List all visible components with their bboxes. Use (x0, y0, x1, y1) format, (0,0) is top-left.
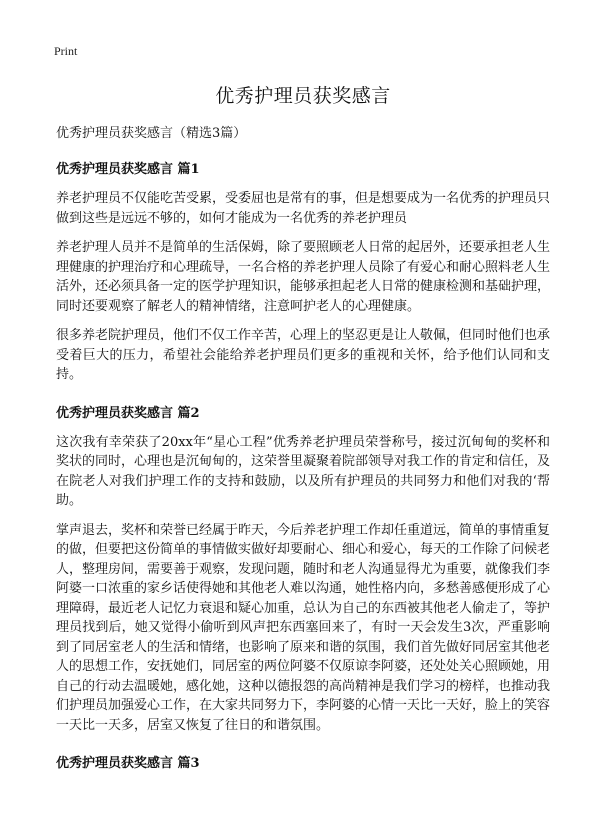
section-heading: 优秀护理员获奖感言 篇1 (56, 162, 200, 177)
section-1 (56, 158, 550, 385)
paragraph: 这次我有幸荣获了20xx年“星心工程”优秀养老护理员荣誉称号，接过沉甸甸的奖杯和奖状的同时，心理也是沉甸甸的，这荣誉里凝聚着院部领导对我工作的肯定和信任，及在院老人对我们护理工作的支持和鼓励，以及所有护理员的共同努力和他们对我的‘帮助。 (56, 434, 551, 508)
paragraph: 养老护理人员并不是简单的生活保姆，除了要照顾老人日常的起居外，还要承担老人生理健康的护理治疗和心理疏导，一名合格的养老护理人员除了有爱心和耐心照料老人生活外，还必须具备一定的医学护理知识，能够承担起老人日常的健康检测和基础护理，同时还要观察了解老人的精神情绪，注意呵护老人的心理健康。 (56, 240, 551, 314)
paragraph: 养老护理员不仅能吃苦受累，受委屈也是常有的事，但是想要成为一名优秀的护理员只做到这些是远远不够的，如何才能成为一名优秀的养老护理员 (56, 191, 551, 226)
paragraph: 很多养老院护理员，他们不仅工作辛苦，心理上的坚忍更是让人敬佩，但同时他们也承受着巨大的压力，希望社会能给养老护理员们更多的重视和关怀，给予他们认同和支持。 (56, 328, 551, 382)
page-title: 优秀护理员获奖感言 (215, 85, 391, 107)
section-heading: 优秀护理员获奖感言 篇2 (56, 405, 200, 421)
print-link[interactable]: Print (54, 44, 78, 58)
section-3 (56, 752, 550, 771)
paragraph: 掌声退去，奖杯和荣誉已经属于昨天，今后养老护理工作却任重道远，简单的事情重复的做，但要把这份简单的事情做实做好却要耐心、细心和爱心，每天的工作除了问候老人，整理房间，需要善于观察，发现问题，随时和老人沟通显得尤为重要，就像我们李阿婆一口浓重的家乡话使得她和其他老人难以沟通，她性格内向，多愁善感便形成了心理障碍，最近老人记忆力衰退和疑心加重，总认为自己的东西被其他老人偷走了，等护理员找到后，她又觉得小偷听到风声把东西塞回来了，有时一天会发生3次，严重影响到了同居室老人的生活和情绪，也影响了原来和谐的氛围，我们首先做好同居室其他老人的思想工作，安抚她们，同居室的两位阿婆不仅原谅李阿婆，还处处关心照顾她，用自己的行动去温暖她，感化她，这种以德报怨的高尚精神是我们学习的榜样，也推动我们护理员加强爱心工作，在大家共同努力下，李阿婆的心情一天比一天好，脸上的笑容一天比一天多，居室又恢复了往日的和谐氛围。 (56, 522, 551, 733)
section-2 (56, 402, 550, 736)
document-subtitle: 优秀护理员获奖感言（精选3篇） (56, 126, 247, 141)
section-heading: 优秀护理员获奖感言 篇3 (56, 756, 200, 771)
